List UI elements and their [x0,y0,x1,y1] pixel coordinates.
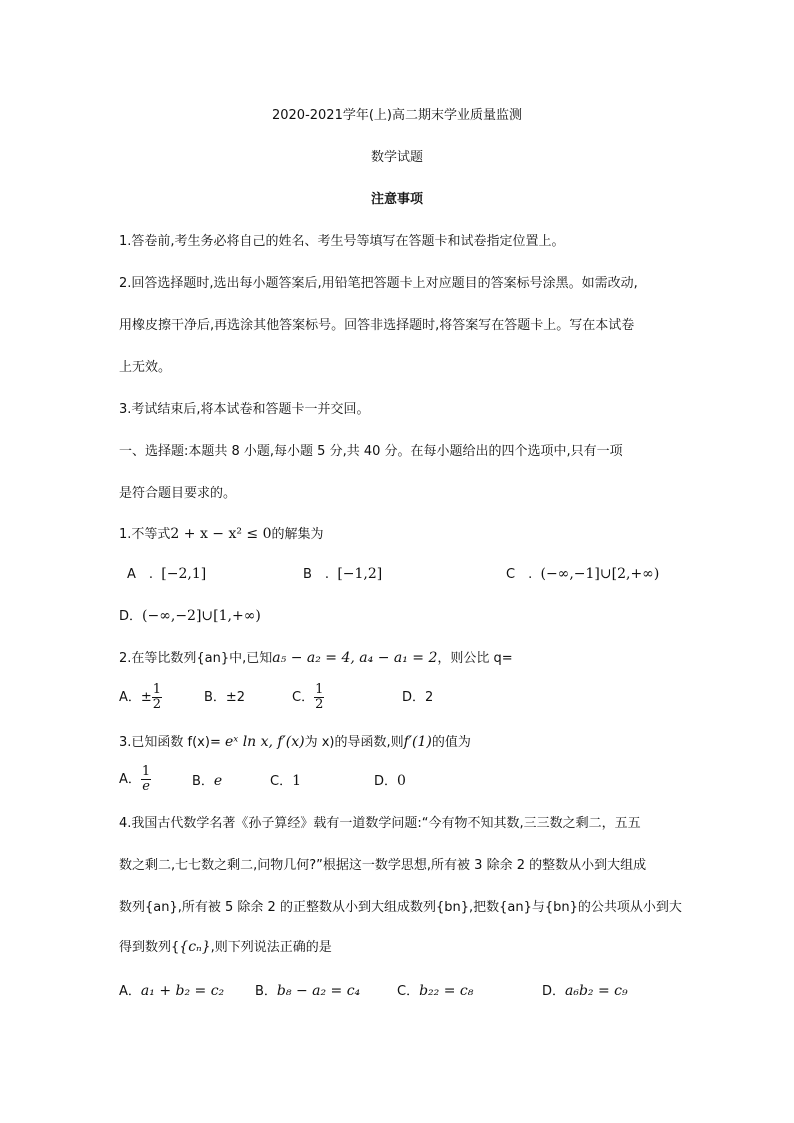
q3-option-a-label: A． [119,772,141,787]
q2-option-a-denominator: 2 [152,697,162,712]
notice-2-end: 上无效。 [119,360,172,375]
q1-option-b-label: B . [303,567,330,582]
q2-option-a-fraction [152,683,162,712]
notice-heading: 注意事项 [370,192,423,207]
question-4-cont-1: 数之剩二,七七数之剩二,问物几何?”根据这一数学思想,所有被 3 除余 2 的整数从小到大组成 [119,858,647,873]
question-3-prefix: 3.已知函数 f(x)= [119,735,221,750]
q4-option-c [397,983,473,1000]
q3-option-b-value: e [213,773,223,789]
question-1-expr: 2 + x − x² ≤ 0 [170,526,272,542]
q3-option-c-value: 1 [292,773,301,789]
q4-option-b-label: B． [255,984,277,999]
q2-option-a-label: A．± [119,690,152,705]
notice-1: 1.答卷前,考生务必将自己的姓名、考生号等填写在答题卡和试卷指定位置上。 [119,234,565,249]
q3-option-a-fraction [141,765,151,794]
q4-option-d [542,983,628,1000]
question-3-expr: eˣ ln x, f′(x) [224,734,305,750]
q1-option-d-value: (−∞,−2]∪[1,+∞) [142,608,261,624]
question-2-prefix: 2.在等比数列{an}中,已知 [119,651,273,666]
q3-option-a-numerator: 1 [141,764,151,779]
question-4-suffix: ,则下列说法正确的是 [210,940,332,955]
q4-option-c-label: C． [397,984,420,999]
exam-title: 2020-2021学年(上)高二期末学业质量监测 [271,108,522,123]
q1-option-a-label: A . [127,567,154,582]
q2-option-a [119,683,162,712]
q4-option-d-label: D． [542,984,566,999]
q3-option-d [374,773,406,790]
section-heading-cont: 是符合题目要求的。 [119,486,237,501]
question-1-prefix: 1.不等式 [119,527,171,542]
q2-option-c-numerator: 1 [315,682,324,697]
section-heading: 一、选择题:本题共 8 小题,每小题 5 分,共 40 分。在每小题给出的四个选项中,只有一项 [119,444,623,459]
q4-option-a [119,983,224,1000]
question-3 [119,734,471,751]
q2-option-b: B．±2 [204,690,246,705]
q3-option-a [119,765,151,794]
notice-2: 2.回答选择题时,选出每小题答案后,用铅笔把答题卡上对应题目的答案标号涂黑。如需改动, [119,276,638,291]
notice-2-cont: 用橡皮擦干净后,再选涂其他答案标号。回答非选择题时,将答案写在答题卡上。写在本试卷 [119,318,635,333]
q1-option-d-label: D． [119,609,143,624]
q4-option-a-value: a₁ + b₂ = c₂ [140,983,225,999]
q2-option-c-denominator: 2 [315,697,324,712]
q4-option-b-value: b₈ − a₂ = c₄ [276,983,361,999]
q1-option-d [119,608,261,625]
question-2 [119,650,513,667]
notice-3: 3.考试结束后,将本试卷和答题卡一并交回。 [119,402,370,417]
q2-option-c [292,683,324,712]
q3-option-c-label: C． [270,774,293,789]
question-4-prefix: 得到数列{ [119,940,180,955]
q2-option-c-fraction [314,683,324,712]
q3-option-a-denominator: e [142,779,150,794]
question-2-suffix: ，则公比 q= [437,651,513,666]
question-3-expr2: f′(1) [403,734,432,750]
q4-option-a-label: A． [119,984,141,999]
q3-option-d-label: D． [374,774,398,789]
q1-option-a-value: [−2,1] [161,566,207,582]
q1-option-b-value: [−1,2] [337,566,383,582]
question-4: 4.我国古代数学名著《孙子算经》载有一道数学问题:“今有物不知其数,三三数之剩二，五五 [119,816,641,831]
question-3-mid: 为 x)的导函数,则 [304,735,404,750]
q2-option-a-numerator: 1 [152,682,162,697]
q3-option-b [192,773,222,790]
q4-option-c-value: b₂₂ = c₈ [419,983,474,999]
q3-option-b-label: B． [192,774,214,789]
question-3-suffix: 的值为 [431,735,471,750]
question-4-expr: {cₙ} [179,939,211,955]
exam-subtitle: 数学试题 [370,150,423,165]
q3-option-c [270,773,301,790]
question-1-suffix: 的解集为 [271,527,324,542]
question-4-cont-3 [119,939,332,956]
q1-option-b [303,566,382,583]
q4-option-b [255,983,360,1000]
q3-option-d-value: 0 [397,773,406,789]
q1-option-a [127,566,206,583]
question-2-expr: a₅ − a₂ = 4, a₄ − a₁ = 2 [272,650,438,666]
q1-option-c-label: C . [506,567,533,582]
question-1 [119,526,324,543]
q2-option-d: D．2 [402,690,434,705]
q1-option-c [506,566,659,583]
question-4-cont-2: 数列{an},所有被 5 除余 2 的正整数从小到大组成数列{bn},把数{an}与{bn}的公共项从小到大 [119,900,682,915]
q2-option-c-label: C． [292,690,315,705]
q4-option-d-value: a₆b₂ = c₉ [565,983,628,999]
q1-option-c-value: (−∞,−1]∪[2,+∞) [540,566,660,582]
